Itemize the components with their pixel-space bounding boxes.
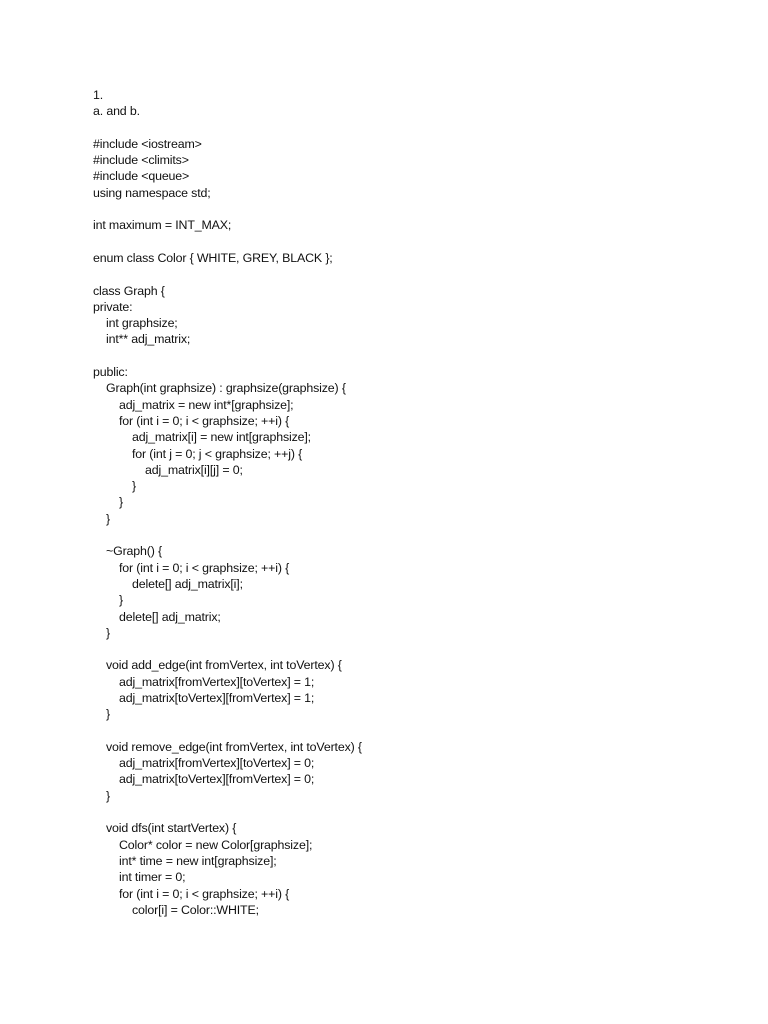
- code-line: #include <iostream>: [93, 136, 202, 151]
- code-line: }: [119, 495, 123, 510]
- code-line: color[i] = Color::WHITE;: [132, 902, 259, 917]
- code-line: }: [106, 511, 110, 526]
- code-line: adj_matrix[toVertex][fromVertex] = 0;: [119, 772, 315, 787]
- blank-line: [93, 348, 733, 364]
- document-content: [93, 87, 733, 918]
- code-line: adj_matrix[i][j] = 0;: [145, 462, 243, 477]
- code-line: public:: [93, 365, 128, 380]
- code-line: #include <queue>: [93, 169, 190, 184]
- blank-line: [93, 804, 733, 820]
- code-line: }: [106, 788, 110, 803]
- code-line: int graphsize;: [106, 316, 178, 331]
- code-line: Graph(int graphsize) : graphsize(graphsize) {: [106, 381, 346, 396]
- code-line: private:: [93, 299, 133, 314]
- code-line: void add_edge(int fromVertex, int toVertex) {: [106, 658, 342, 673]
- code-line: adj_matrix[toVertex][fromVertex] = 1;: [119, 690, 315, 705]
- question-number: 1.: [93, 88, 104, 102]
- question-parts: a. and b.: [93, 104, 140, 119]
- blank-line: [93, 723, 733, 739]
- code-listing: [93, 136, 733, 918]
- blank-line: [93, 527, 733, 543]
- code-line: Color* color = new Color[graphsize];: [119, 837, 313, 852]
- code-line: ~Graph() {: [106, 544, 163, 559]
- blank-line: [93, 120, 733, 136]
- code-line: int** adj_matrix;: [106, 332, 191, 347]
- code-line: adj_matrix[fromVertex][toVertex] = 1;: [119, 674, 315, 689]
- blank-line: [93, 201, 733, 217]
- code-line: int maximum = INT_MAX;: [93, 218, 232, 233]
- code-line: delete[] adj_matrix[i];: [132, 576, 243, 591]
- code-line: class Graph {: [93, 283, 165, 298]
- code-line: for (int j = 0; j < graphsize; ++j) {: [132, 446, 303, 461]
- code-line: using namespace std;: [93, 185, 211, 200]
- code-line: }: [132, 479, 136, 494]
- code-line: for (int i = 0; i < graphsize; ++i) {: [119, 413, 290, 428]
- blank-line: [93, 641, 733, 657]
- code-line: }: [119, 593, 123, 608]
- code-line: for (int i = 0; i < graphsize; ++i) {: [119, 886, 290, 901]
- code-line: int* time = new int[graphsize];: [119, 853, 277, 868]
- code-line: delete[] adj_matrix;: [119, 609, 221, 624]
- code-line: #include <climits>: [93, 153, 189, 168]
- code-line: enum class Color { WHITE, GREY, BLACK };: [93, 250, 333, 265]
- code-line: adj_matrix[i] = new int[graphsize];: [132, 430, 311, 445]
- code-line: adj_matrix = new int*[graphsize];: [119, 397, 294, 412]
- code-line: void remove_edge(int fromVertex, int toVertex) {: [106, 739, 362, 754]
- blank-line: [93, 266, 733, 282]
- code-line: for (int i = 0; i < graphsize; ++i) {: [119, 560, 290, 575]
- code-line: void dfs(int startVertex) {: [106, 821, 237, 836]
- blank-line: [93, 234, 733, 250]
- code-line: int timer = 0;: [119, 870, 186, 885]
- code-line: }: [106, 707, 110, 722]
- code-line: adj_matrix[fromVertex][toVertex] = 0;: [119, 756, 315, 771]
- code-line: }: [106, 625, 110, 640]
